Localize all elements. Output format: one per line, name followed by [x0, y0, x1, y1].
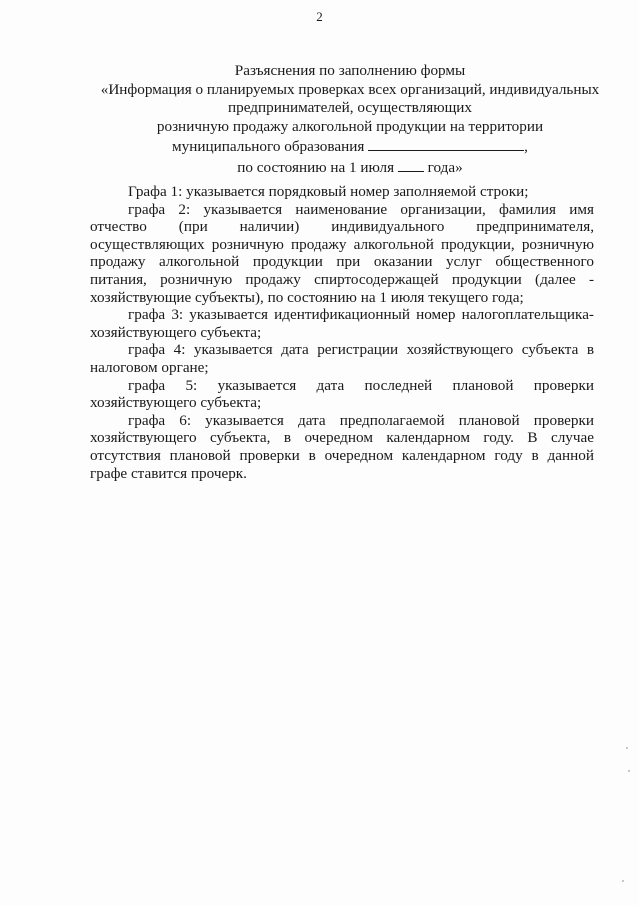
year-blank	[398, 157, 424, 172]
explanation-body	[90, 183, 594, 482]
paragraph-column-6: графа 6: указывается дата предполагаемой плановой проверки хозяйствующего субъекта, в очередном календарном году. В случае отсутствия плановой проверки в очередном календарном году в данной графе ставится прочерк.	[90, 411, 594, 482]
paragraph-column-3: графа 3: указывается идентификационный номер налогоплательщика-хозяйствующего субъекта;	[90, 306, 594, 341]
title-line-6	[60, 157, 639, 178]
paragraph-column-1: Графа 1: указывается порядковый номер заполняемой строки;	[128, 183, 529, 200]
scan-speck	[622, 880, 624, 882]
form-title	[60, 62, 639, 178]
title-line-5-suffix: ,	[524, 138, 528, 156]
title-line-3: предпринимателей, осуществляющих	[228, 99, 472, 117]
paragraph-column-4: графа 4: указывается дата регистрации хозяйствующего субъекта в налоговом органе;	[90, 341, 594, 376]
title-line-1: Разъяснения по заполнению формы	[234, 62, 466, 79]
page-number: 2	[316, 9, 323, 24]
title-line-2: «Информация о планируемых проверках всех организаций, индивидуальных	[100, 80, 600, 98]
title-line-4: розничную продажу алкогольной продукции на территории	[156, 117, 544, 135]
title-line-6-prefix: по состоянию на 1 июля	[237, 158, 395, 176]
title-line-5	[60, 136, 639, 157]
scan-speck	[626, 747, 628, 749]
title-line-6-suffix: года»	[427, 158, 463, 176]
paragraph-column-2: графа 2: указывается наименование организации, фамилия имя отчество (при наличии) индивидуального предпринимателя, осуществляющих розничную продажу алкогольной продукции, розничную продажу алкогольной продукции при оказании услуг общественного питания, розничную продажу спиртосодержащей продукции (далее - хозяйствующие субъекты), по состоянию на 1 июля текущего года;	[90, 200, 594, 306]
paragraph-column-5: графа 5: указывается дата последней плановой проверки хозяйствующего субъекта;	[90, 376, 594, 412]
title-line-5-prefix: муниципального образования	[172, 138, 365, 156]
municipality-blank	[368, 136, 524, 151]
scan-speck	[628, 770, 630, 772]
